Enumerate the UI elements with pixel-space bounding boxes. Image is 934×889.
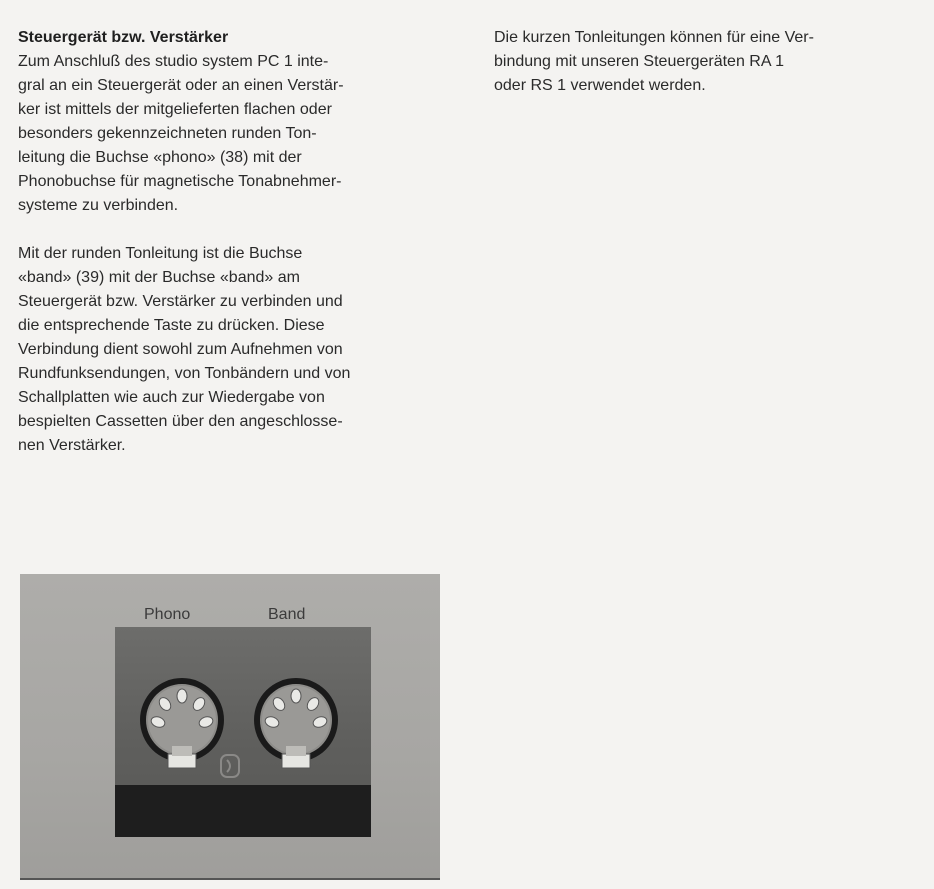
band-label: Band	[268, 606, 306, 623]
maker-mark-icon	[218, 752, 242, 780]
panel-dark-strip	[115, 785, 371, 837]
paragraph-short-cables: Die kurzen Tonleitungen können für eine Ver- bindung mit unseren Steuergeräten RA 1 oder RS 1 verwendet werden.	[494, 29, 814, 94]
paragraph-band-connection: Mit der runden Tonleitung ist die Buchse «band» (39) mit der Buchse «band» am Steuergerät bzw. Verstärker zu verbinden und die entsprechende Taste zu drücken. Diese Verbindung dient sowohl zum Aufnehmen von Rundfunksendungen, von Tonbändern und von Schallplatten wie auch zur Wiedergabe von bespielten Cassetten über den angeschlosse- nen Verstärker.	[18, 245, 351, 454]
connector-photo	[20, 574, 440, 880]
section-heading: Steuergerät bzw. Verstärker	[18, 29, 229, 46]
band-din-socket-icon	[252, 676, 340, 772]
left-column	[18, 26, 478, 458]
phono-din-socket-icon	[138, 676, 226, 772]
paragraph-phono-connection: Zum Anschluß des studio system PC 1 inte- gral an ein Steuergerät oder an einen Verstär- ker ist mittels der mitgelieferten flachen oder besonders gekennzeichneten runden Ton- leitung die Buchse «phono» (38) mit der Phonobuchse für magnetische Tonabnehmer- systeme zu verbinden.	[18, 53, 344, 214]
right-column	[494, 26, 924, 98]
phono-label: Phono	[144, 606, 191, 623]
